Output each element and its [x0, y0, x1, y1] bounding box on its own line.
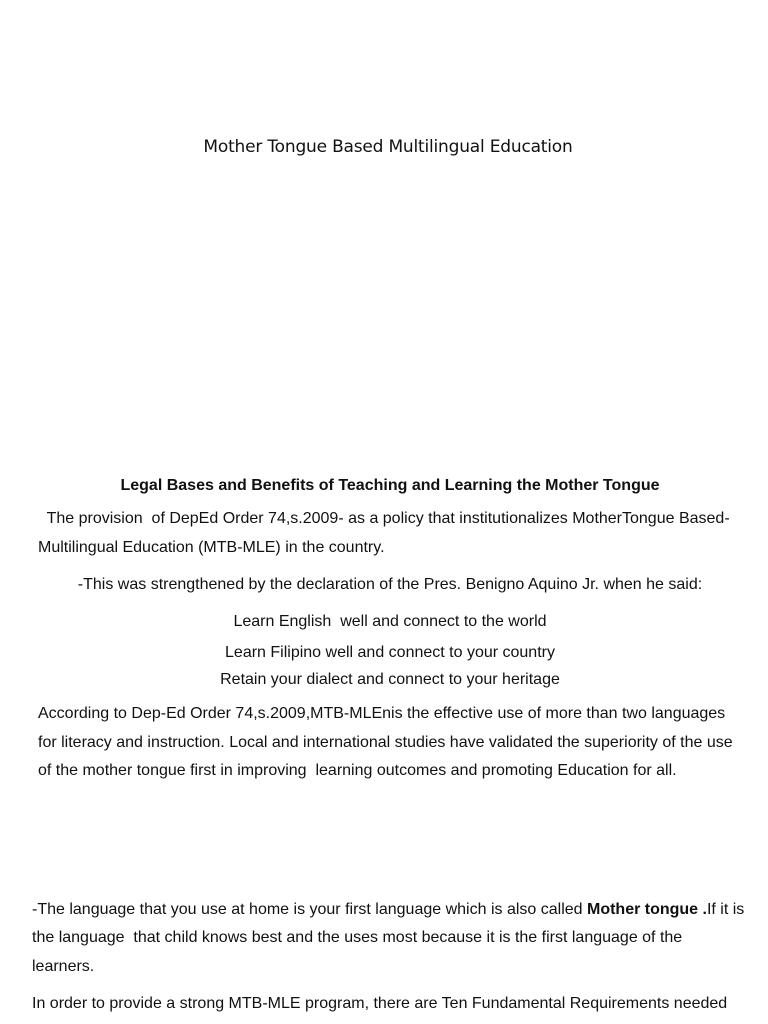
according-line-1: According to Dep-Ed Order 74,s.2009,MTB-MLEnis the effective use of more than two languages: [38, 705, 726, 722]
language-line-1: [32, 901, 744, 919]
provision-line-1: The provision of DepEd Order 74,s.2009- as a policy that institutionalizes MotherTongue Based-: [38, 510, 730, 527]
language-line-1-text: -The language that you use at home is your first language which is also called: [32, 901, 587, 918]
quote-filipino: Learn Filipino well and connect to your country: [225, 644, 555, 661]
according-line-3: of the mother tongue first in improving learning outcomes and promoting Education for all.: [38, 762, 677, 779]
language-line-2: the language that child knows best and the uses most because it is the first language of the: [32, 929, 683, 946]
language-line-1-end: If it is: [706, 901, 745, 918]
language-line-3: learners.: [32, 958, 95, 975]
requirements-line: In order to provide a strong MTB-MLE program, there are Ten Fundamental Requirements needed: [32, 995, 728, 1012]
document-title: Mother Tongue Based Multilingual Education: [203, 137, 573, 157]
quote-english: Learn English well and connect to the world: [233, 613, 547, 630]
according-line-2: for literacy and instruction. Local and international studies have validated the superiority of the use: [38, 734, 733, 751]
provision-line-2: Multilingual Education (MTB-MLE) in the country.: [38, 539, 385, 556]
strengthened-line: -This was strengthened by the declaration of the Pres. Benigno Aquino Jr. when he said:: [77, 576, 703, 593]
quote-dialect: Retain your dialect and connect to your heritage: [220, 671, 560, 688]
mother-tongue-term: Mother tongue .: [586, 901, 707, 918]
section-heading: Legal Bases and Benefits of Teaching and Learning the Mother Tongue: [120, 477, 660, 494]
